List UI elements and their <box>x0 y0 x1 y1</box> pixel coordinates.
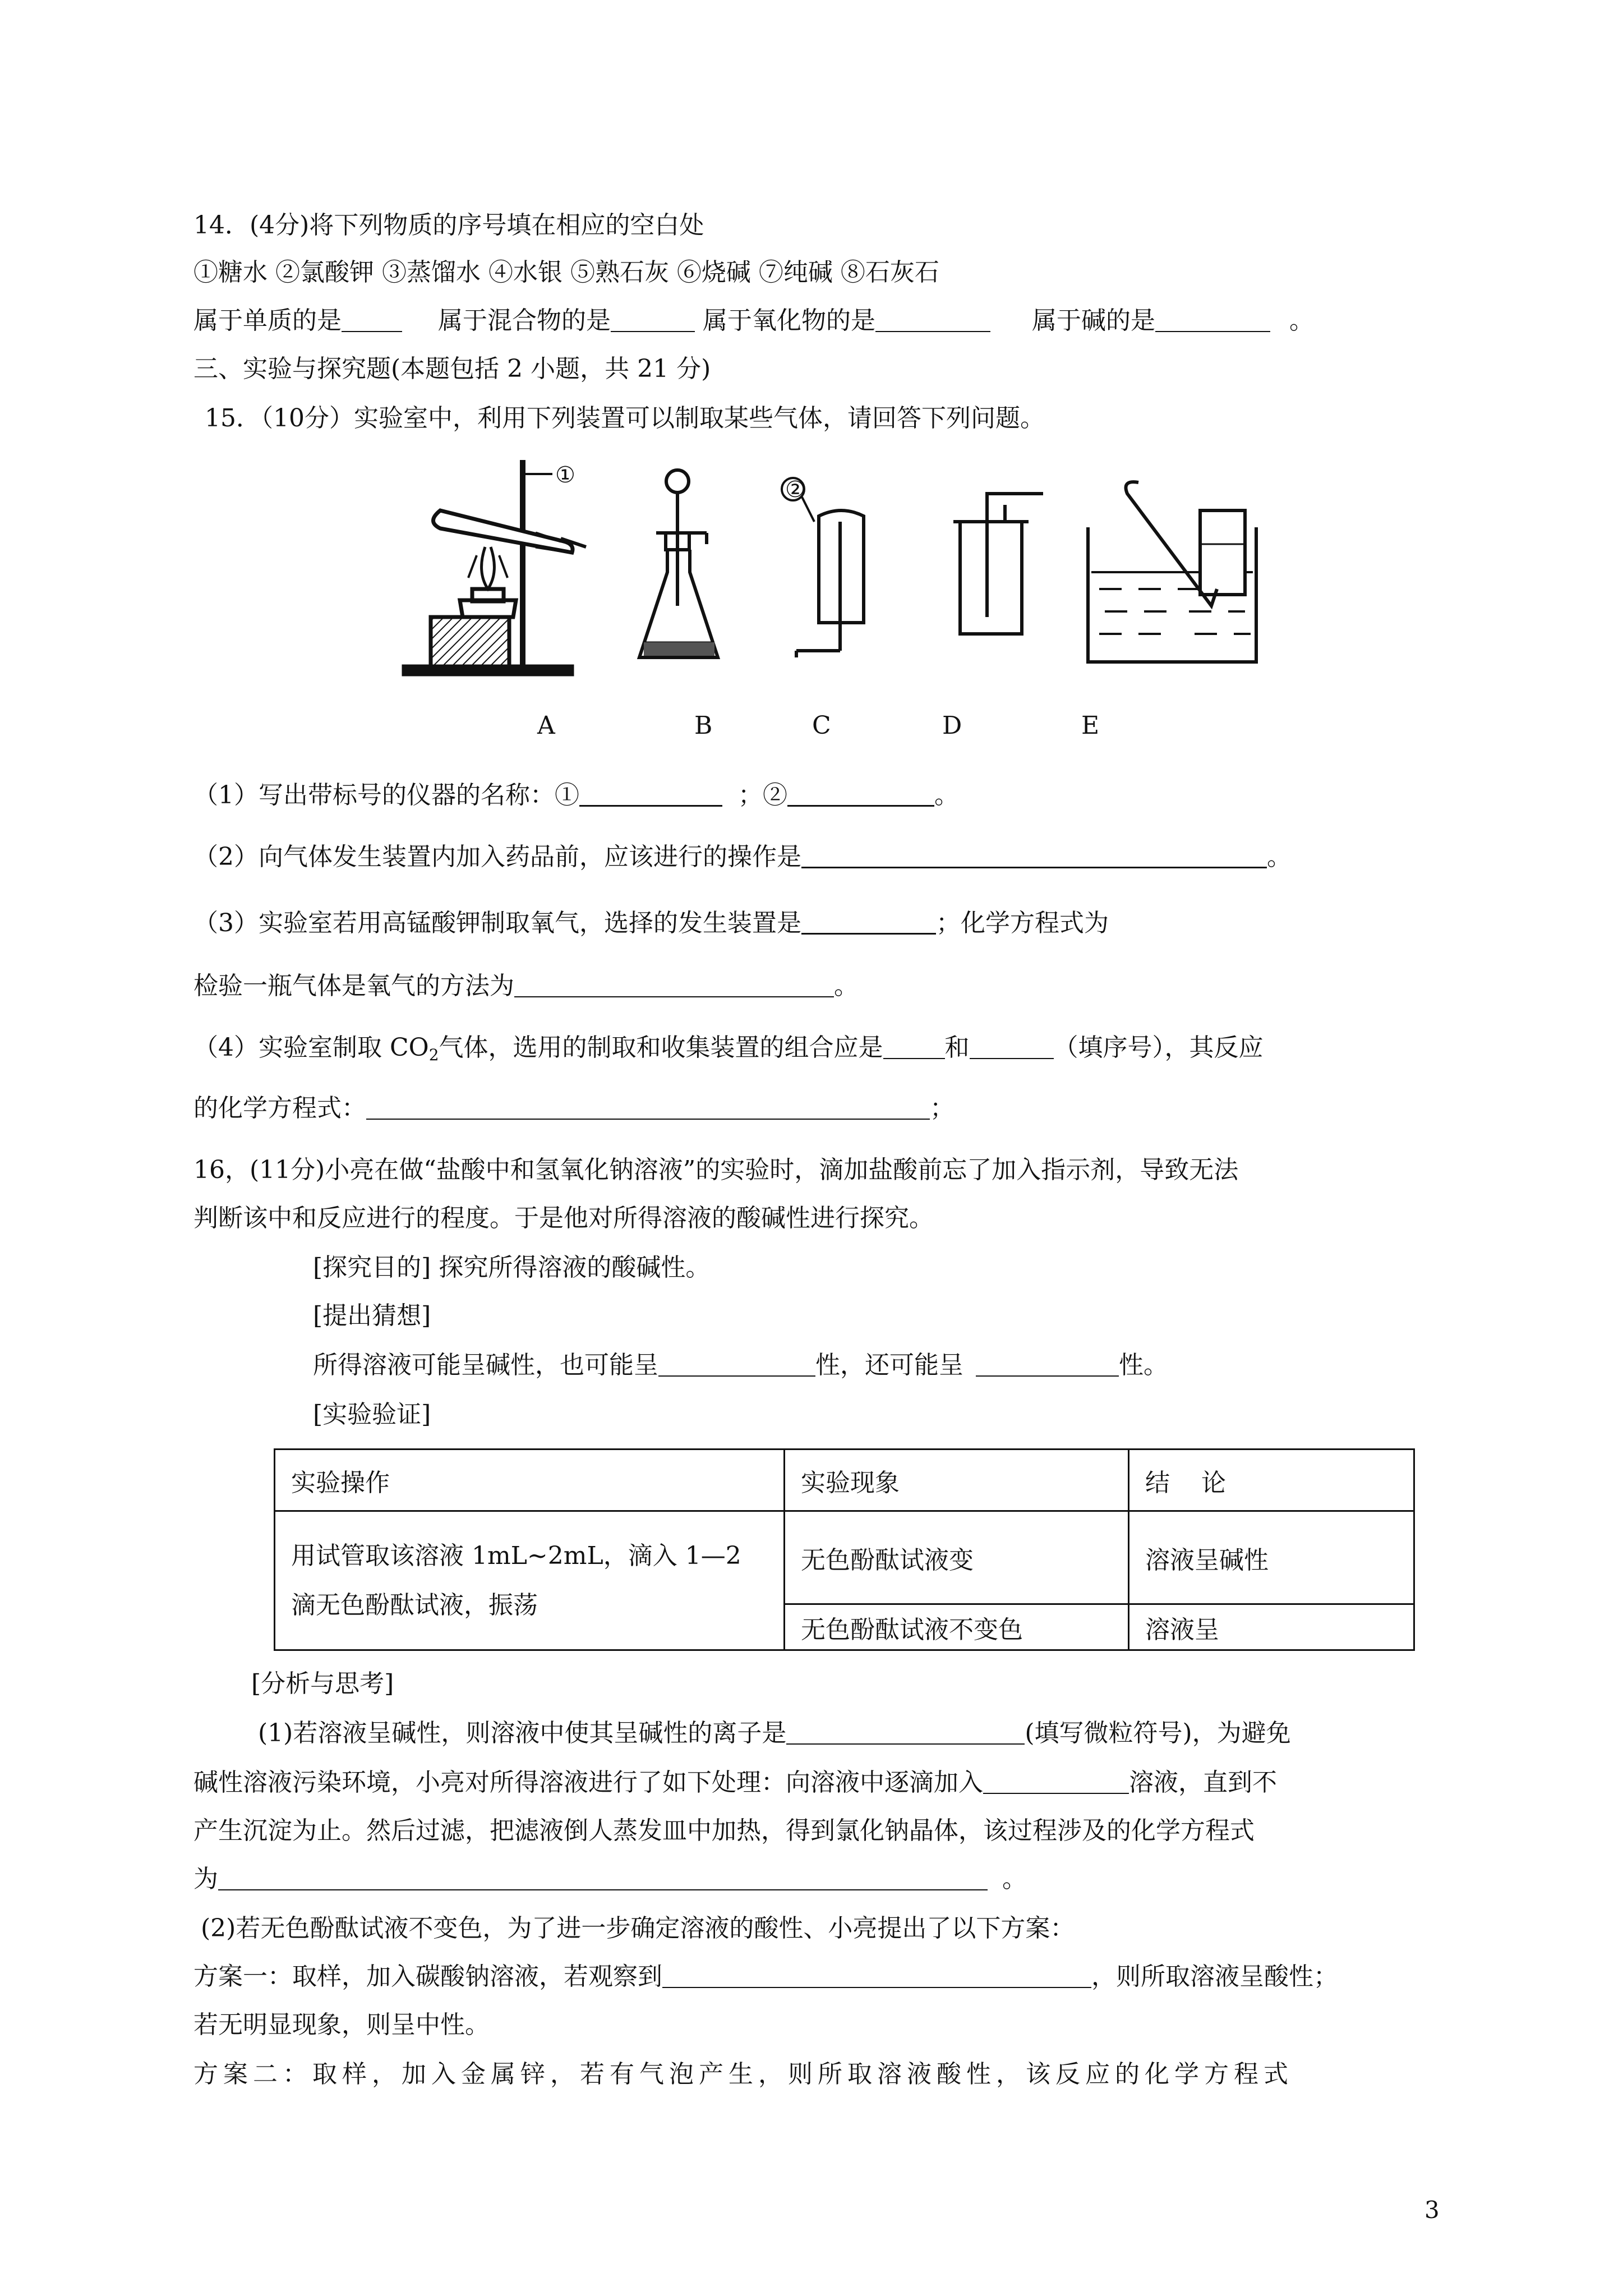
q16-purpose: [探究目的] 探究所得溶液的酸碱性。 <box>313 1253 711 1282</box>
phenomenon-cell-1: 无色酚酞试液变 <box>785 1511 1129 1604</box>
apparatus-b <box>639 470 718 657</box>
label-c: C <box>812 711 831 740</box>
ion-blank[interactable] <box>786 1719 1025 1745</box>
analysis-1-line1: (1)若溶液呈碱性，则溶液中使其呈碱性的离子是 (填写微粒符号)，为避免 <box>258 1719 1291 1747</box>
analysis-title: [分析与思考] <box>251 1669 394 1698</box>
apparatus-e <box>1088 482 1256 662</box>
plan2-line: 方案二：取样，加入金属锌，若有气泡产生，则所取溶液酸性，该反应的化学方程式 <box>193 2060 1293 2088</box>
guess-blank-1[interactable] <box>658 1351 815 1377</box>
experiment-table <box>274 1448 1415 1651</box>
q15-part3-test: 检验一瓶气体是氧气的方法为 。 <box>193 972 859 1000</box>
q14-oxide-blank[interactable] <box>875 306 990 332</box>
conclusion-cell-2: 溶液呈 <box>1129 1604 1414 1650</box>
q16-verify-title: [实验验证] <box>313 1400 431 1429</box>
q15-part4-equation: 的化学方程式： ； <box>193 1094 955 1122</box>
marker-2: ② <box>785 477 805 503</box>
table-row <box>275 1511 1414 1604</box>
co2-equation-blank[interactable] <box>366 1094 930 1120</box>
table-header-row <box>275 1450 1414 1511</box>
q15-part3: （3）实验室若用高锰酸钾制取氧气，选择的发生装置是 ；化学方程式为 <box>193 909 1109 937</box>
label-a: A <box>537 711 555 740</box>
analysis-1-line2: 碱性溶液污染环境，小亮对所得溶液进行了如下处理：向溶液中逐滴加入 溶液，直到不 <box>193 1768 1277 1797</box>
plan1-blank[interactable] <box>662 1962 1091 1988</box>
guess-blank-2[interactable] <box>976 1351 1119 1377</box>
label-e: E <box>1081 711 1100 740</box>
apparatus-c <box>782 478 864 657</box>
operation-blank[interactable] <box>801 842 1267 868</box>
q14-base-blank[interactable] <box>1155 306 1270 332</box>
q14-single-blank[interactable] <box>342 306 402 332</box>
marker-1: ① <box>555 462 575 488</box>
label-b: B <box>694 711 713 740</box>
apparatus-d <box>953 494 1043 634</box>
co2-collector-blank[interactable] <box>970 1033 1054 1059</box>
operation-cell: 用试管取该溶液 1mL~2mL，滴入 1—2 滴无色酚酞试液，振荡 <box>275 1511 785 1650</box>
section3-title: 三、实验与探究题(本题包括 2 小题，共 21 分) <box>193 355 711 383</box>
q15-part1: （1）写出带标号的仪器的名称：① ；② 。 <box>193 781 959 809</box>
q14-mixture-blank[interactable] <box>611 306 695 332</box>
q16-guess-title: [提出猜想] <box>313 1301 431 1330</box>
q15-part2: （2）向气体发生装置内加入药品前，应该进行的操作是 。 <box>193 843 1292 871</box>
q15-title: 15．（10分）实验室中，利用下列装置可以制取某些气体，请回答下列问题。 <box>205 404 1045 432</box>
label-d: D <box>942 711 962 740</box>
conclusion-cell-1: 溶液呈碱性 <box>1129 1511 1414 1604</box>
analysis-1-line4: 为 。 <box>193 1865 1027 1893</box>
header-phenomenon: 实验现象 <box>785 1450 1129 1511</box>
analysis-1-line3: 产生沉淀为止。然后过滤，把滤液倒人蒸发皿中加热，得到氯化钠晶体，该过程涉及的化学方程式 <box>193 1816 1255 1845</box>
q16-intro-1: 16，(11分)小亮在做“盐酸中和氢氧化钠溶液”的实验时，滴加盐酸前忘了加入指示剂，导致无法 <box>193 1156 1239 1184</box>
header-operation: 实验操作 <box>275 1450 785 1511</box>
reagent-blank[interactable] <box>983 1768 1129 1794</box>
co2-generator-blank[interactable] <box>883 1033 945 1059</box>
generator-blank[interactable] <box>801 908 936 935</box>
oxygen-test-blank[interactable] <box>514 972 834 997</box>
q16-intro-2: 判断该中和反应进行的程度。于是他对所得溶液的酸碱性进行探究。 <box>193 1204 934 1232</box>
plan1-line: 方案一：取样，加入碳酸钠溶液，若观察到 ，则所取溶液呈酸性； <box>193 1962 1338 1991</box>
phenomenon-cell-2: 无色酚酞试液不变色 <box>785 1604 1129 1650</box>
q14-title: 14．(4分)将下列物质的序号填在相应的空白处 <box>193 211 704 240</box>
instrument2-blank[interactable] <box>787 780 934 807</box>
q14-items: ①糖水 ②氯酸钾 ③蒸馏水 ④水银 ⑤熟石灰 ⑥烧碱 ⑦纯碱 ⑧石灰石 <box>193 258 939 287</box>
nacl-equation-blank[interactable] <box>218 1865 988 1890</box>
header-conclusion: 结 论 <box>1129 1450 1414 1511</box>
apparatus-a <box>404 460 586 674</box>
apparatus-figure <box>393 449 1301 684</box>
q16-guess: 所得溶液可能呈碱性，也可能呈 性，还可能呈 性。 <box>313 1351 1168 1379</box>
instrument1-blank[interactable] <box>579 780 722 807</box>
q14-blanks-line: 属于单质的是 属于混合物的是 属于氧化物的是 属于碱的是 。 <box>193 306 1314 335</box>
plan1-line2: 若无明显现象，则呈中性。 <box>193 2010 490 2039</box>
analysis-2-line1: (2)若无色酚酞试液不变色，为了进一步确定溶液的酸性、小亮提出了以下方案： <box>201 1914 1075 1943</box>
q15-part4: （4）实验室制取 $CO_2$气体，选用的制取和收集装置的组合应是 和 （填序号），其反应 <box>193 1033 1264 1064</box>
page-number: 3 <box>1424 2196 1440 2224</box>
